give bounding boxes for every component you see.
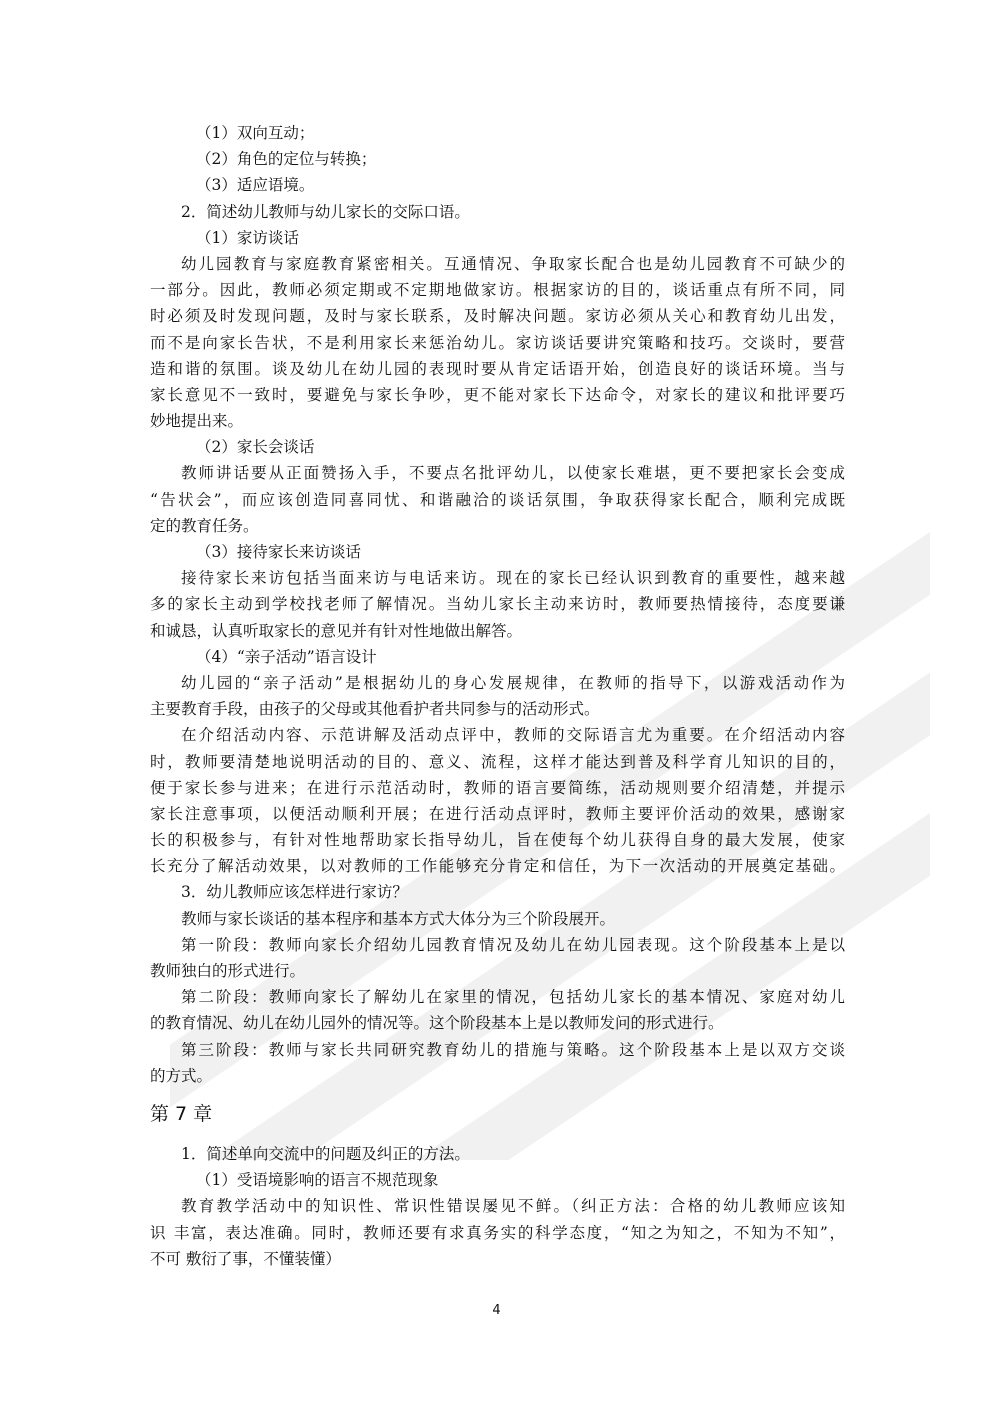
text-line: （3）适应语境。 xyxy=(196,176,315,195)
text-line: （4）“亲子活动”语言设计 xyxy=(196,647,377,666)
text-line: 1．简述单向交流中的问题及纠正的方法。 xyxy=(181,1144,470,1163)
text-line: 3．幼儿教师应该怎样进行家访？ xyxy=(181,883,408,902)
text-line: 的方式。 xyxy=(150,1066,213,1085)
text-line: 接待家长来访包括当面来访与电话来访。现在的家长已经认识到教育的重要性，越来越 xyxy=(181,569,845,588)
text-line: 不可 敷衍了事，不懂装懂） xyxy=(150,1249,341,1268)
text-line: 识 丰富，表达准确。同时，教师还要有求真务实的科学态度，“知之为知之，不知为不知”， xyxy=(150,1223,845,1242)
text-line: 教师讲话要从正面赞扬入手，不要点名批评幼儿，以使家长难堪，更不要把家长会变成 xyxy=(181,464,845,483)
text-line: 一部分。因此，教师必须定期或不定期地做家访。根据家访的目的，谈话重点有所不同，同 xyxy=(150,281,845,300)
text-line: “告状会”，而应该创造同喜同忧、和谐融洽的谈话氛围，争取获得家长配合，顺利完成既 xyxy=(150,490,845,509)
text-line: 2．简述幼儿教师与幼儿家长的交际口语。 xyxy=(181,202,470,221)
text-line: 时必须及时发现问题，及时与家长联系，及时解决问题。家访必须从关心和教育幼儿出发， xyxy=(150,307,845,326)
text-line: 教师独白的形式进行。 xyxy=(150,962,306,980)
text-line: 便于家长参与进来；在进行示范活动时，教师的语言要简练，活动规则要介绍清楚，并提示 xyxy=(150,778,845,797)
text-line: 长充分了解活动效果，以对教师的工作能够充分肯定和信任，为下一次活动的开展奠定基础。 xyxy=(150,857,845,876)
page-number: 4 xyxy=(492,1303,501,1318)
text-line: 和诚恳，认真听取家长的意见并有针对性地做出解答。 xyxy=(150,621,523,640)
text-line: （1）家访谈话 xyxy=(196,228,299,247)
text-line: 妙地提出来。 xyxy=(150,412,244,431)
text-line: （2）角色的定位与转换； xyxy=(196,150,377,169)
text-line: 家长注意事项，以便活动顺利开展；在进行活动点评时，教师主要评价活动的效果，感谢家 xyxy=(150,804,845,823)
text-line: 家长意见不一致时，要避免与家长争吵，更不能对家长下达命令，对家长的建议和批评要巧 xyxy=(150,385,845,404)
text-line: 第三阶段：教师与家长共同研究教育幼儿的措施与策略。这个阶段基本上是以双方交谈 xyxy=(181,1040,845,1059)
text-line: 而不是向家长告状，不是利用家长来惩治幼儿。家访谈话要讲究策略和技巧。交谈时，要营 xyxy=(150,333,845,352)
text-line: 幼儿园的“亲子活动”是根据幼儿的身心发展规律，在教师的指导下，以游戏活动作为 xyxy=(181,673,845,692)
text-line: 在介绍活动内容、示范讲解及活动点评中，教师的交际语言尤为重要。在介绍活动内容 xyxy=(181,726,845,745)
text-line: 主要教育手段，由孩子的父母或其他看护者共同参与的活动形式。 xyxy=(150,700,600,719)
text-line: 定的教育任务。 xyxy=(150,516,259,535)
text-block-part-a xyxy=(150,120,845,1089)
text-line: （1）双向互动； xyxy=(196,124,315,142)
text-line: （2）家长会谈话 xyxy=(196,438,315,457)
text-line: 造和谐的氛围。谈及幼儿在幼儿园的表现时要从肯定话语开始，创造良好的谈话环境。当与 xyxy=(150,359,845,378)
text-line: 时，教师要清楚地说明活动的目的、意义、流程，这样才能达到普及科学育儿知识的目的， xyxy=(150,752,845,771)
page-body xyxy=(150,120,845,1272)
text-block-part-b xyxy=(150,1141,845,1272)
text-line: 幼儿园教育与家庭教育紧密相关。互通情况、争取家长配合也是幼儿园教育不可缺少的 xyxy=(181,254,845,273)
text-line: 第一阶段：教师向家长介绍幼儿园教育情况及幼儿在幼儿园表现。这个阶段基本上是以 xyxy=(181,935,845,954)
text-line: 的教育情况、幼儿在幼儿园外的情况等。这个阶段基本上是以教师发问的形式进行。 xyxy=(150,1014,724,1033)
text-line: 长的积极参与，有针对性地帮助家长指导幼儿，旨在使每个幼儿获得自身的最大发展，使家 xyxy=(150,831,845,850)
text-line: 教师与家长谈话的基本程序和基本方式大体分为三个阶段展开。 xyxy=(181,909,616,928)
text-line: （1）受语境影响的语言不规范现象 xyxy=(196,1171,439,1190)
text-line: 多的家长主动到学校找老师了解情况。当幼儿家长主动来访时，教师要热情接待，态度要谦 xyxy=(150,595,845,614)
chapter-heading: 第 7 章 xyxy=(150,1102,213,1125)
text-line: 第二阶段：教师向家长了解幼儿在家里的情况，包括幼儿家长的基本情况、家庭对幼儿 xyxy=(181,988,845,1007)
text-line: （3）接待家长来访谈话 xyxy=(196,543,361,561)
text-line: 教育教学活动中的知识性、常识性错误屡见不鲜。（纠正方法：合格的幼儿教师应该知 xyxy=(181,1197,845,1216)
